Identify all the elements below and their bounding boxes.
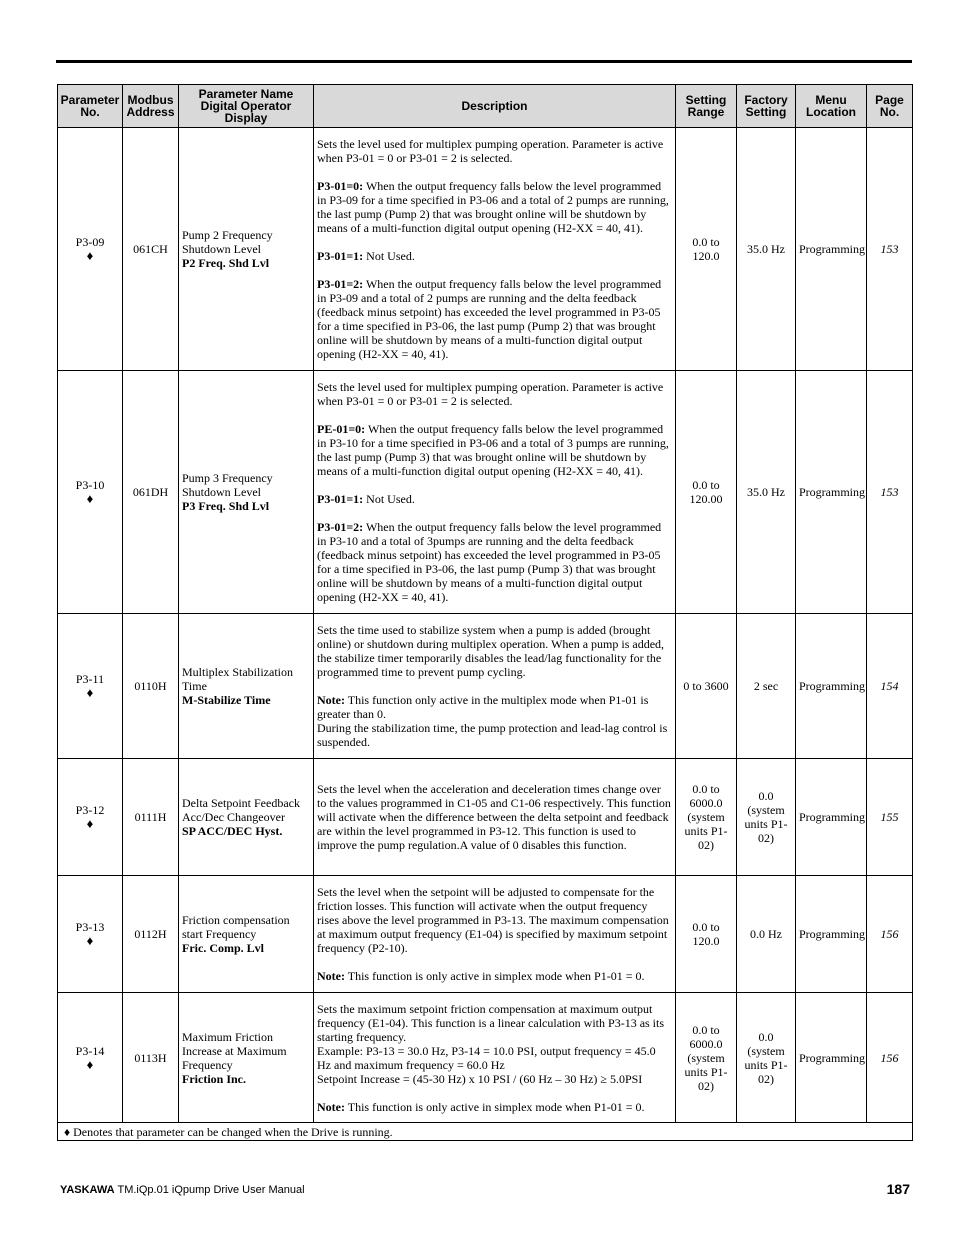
factory-setting: 0.0 Hz: [737, 876, 796, 993]
menu-location: Programming: [796, 759, 867, 876]
page-number: 187: [886, 1181, 910, 1197]
param-number: P3-09: [75, 235, 105, 249]
description-cell: [314, 614, 676, 759]
description-intro: Sets the level when the setpoint will be adjusted to compensate for the friction losses. This function will activate when the output frequency rises above the level programmed in P3-13. The maximum compensation at maximum output frequency (E1-04) is specified by maximum setpoint frequency (P2-10).: [317, 885, 669, 955]
menu-location: Programming: [796, 614, 867, 759]
param-name-line: Increase at Maximum: [182, 1043, 287, 1058]
param-name-line: Multiplex Stabilization: [182, 665, 293, 679]
factory-setting: 0.0 (system units P1-02): [737, 993, 796, 1123]
operator-display: Friction Inc.: [182, 1071, 246, 1086]
header-modbus: Modbus Address: [123, 85, 179, 128]
param-number: P3-12: [75, 803, 105, 817]
footer-manual-title: [60, 1184, 305, 1196]
page-link[interactable]: 156: [867, 876, 913, 993]
operator-display: M-Stabilize Time: [182, 693, 271, 707]
param-name-line: Shutdown Level: [182, 242, 261, 256]
setting-range: 0 to 3600: [676, 614, 737, 759]
description-example: Example: P3-13 = 30.0 Hz, P3-14 = 10.0 PSI, output frequency = 45.0 Hz and maximum frequency = 60.0 Hz: [317, 1043, 656, 1072]
param-name-line: Acc/Dec Changeover: [182, 810, 285, 824]
header-range: Setting Range: [676, 85, 737, 128]
param-name-line: Delta Setpoint Feedback: [182, 796, 300, 810]
menu-location: Programming: [796, 371, 867, 614]
description-cell: [314, 128, 676, 371]
param-name-line: Frequency: [182, 1057, 233, 1072]
setting-range: 0.0 to 6000.0 (system units P1-02): [676, 993, 737, 1123]
table-row: [58, 876, 913, 993]
page-link[interactable]: 153: [867, 128, 913, 371]
param-name-line: start Frequency: [182, 927, 257, 941]
param-name-line: Friction compensation: [182, 913, 290, 927]
operator-display: P2 Freq. Shd Lvl: [182, 256, 270, 270]
parameter-table: [57, 84, 913, 1141]
description-note: Note: This function is only active in simplex mode when P1-01 = 0.: [317, 969, 645, 983]
run-change-mark: ♦: [86, 685, 94, 700]
header-factory: Factory Setting: [737, 85, 796, 128]
description-cell: [314, 993, 676, 1123]
manual-title: TM.iQp.01 iQpump Drive User Manual: [117, 1184, 305, 1196]
param-cell: [58, 128, 123, 371]
footnote-row: [58, 1123, 913, 1141]
setting-range: 0.0 to 6000.0 (system units P1-02): [676, 759, 737, 876]
page-link[interactable]: 153: [867, 371, 913, 614]
setting-range: 0.0 to 120.0: [676, 876, 737, 993]
setting-range: 0.0 to 120.00: [676, 371, 737, 614]
description-cell: [314, 759, 676, 876]
param-name-cell: [179, 759, 314, 876]
modbus-address: 0110H: [123, 614, 179, 759]
modbus-address: 061DH: [123, 371, 179, 614]
run-change-mark: ♦: [86, 248, 94, 263]
description-intro: Sets the level used for multiplex pumping operation. Parameter is active when P3-01 = 0 or P3-01 = 2 is selected.: [317, 380, 664, 408]
param-name-cell: [179, 371, 314, 614]
param-name-line: Pump 2 Frequency: [182, 228, 273, 242]
modbus-address: 0112H: [123, 876, 179, 993]
param-name-cell: [179, 614, 314, 759]
run-change-mark: ♦: [86, 1056, 94, 1072]
description-note: Note: This function is only active in simplex mode when P1-01 = 0.: [317, 1099, 645, 1114]
table-row: [58, 759, 913, 876]
header-description: Description: [314, 85, 676, 128]
page-link[interactable]: 155: [867, 759, 913, 876]
run-change-mark: ♦: [86, 933, 94, 948]
menu-location: Programming: [796, 876, 867, 993]
param-number: P3-11: [75, 672, 105, 686]
description-intro: Sets the level when the acceleration and deceleration times change over to the values programmed in C1-05 and C1-06 respectively. This function will activate when the difference between the delta setpoint and feedback are within the level programmed in P3-12. This function is used to improve the pump regulation.A value of 0 disables this function.: [317, 782, 671, 852]
param-cell: [58, 876, 123, 993]
param-cell: [58, 371, 123, 614]
param-name-line: Shutdown Level: [182, 485, 261, 499]
param-cell: [58, 759, 123, 876]
run-change-mark: ♦: [86, 816, 94, 831]
modbus-address: 0111H: [123, 759, 179, 876]
run-change-mark: ♦: [86, 491, 94, 506]
description-setting-a: P3-01=0: When the output frequency falls below the level programmed in P3-09 for a time specified in P3-06 and a total of 2 pumps are running, the last pump (Pump 2) that was brought online will be shutdown by means of a multi-function digital output opening (H2-XX = 40, 41).: [317, 179, 669, 235]
param-number: P3-10: [75, 478, 105, 492]
header-page: Page No.: [867, 85, 913, 128]
description-intro: Sets the time used to stabilize system when a pump is added (brought online) or shutdown during multiplex operation. When a pump is added, the stabilize timer temporarily disables the lead/lag functionality for the programmed time to prevent pump cycling.: [317, 623, 665, 679]
description-note-extra: During the stabilization time, the pump protection and lead-lag control is suspended.: [317, 721, 668, 749]
modbus-address: 061CH: [123, 128, 179, 371]
table-row: [58, 371, 913, 614]
factory-setting: 2 sec: [737, 614, 796, 759]
top-rule: [56, 60, 912, 63]
footnote: ♦ Denotes that parameter can be changed when the Drive is running.: [58, 1123, 913, 1141]
header-name: Parameter Name Digital Operator Display: [179, 85, 314, 128]
param-name-cell: [179, 876, 314, 993]
description-intro: Sets the maximum setpoint friction compensation at maximum output frequency (E1-04). This function is a linear calculation with P3-13 as its starting frequency. Example: P3-13 = 30.0 Hz, P3-14 = 10.0 PSI, output frequency = 45.0 Hz and maximum frequency = 60.0 Hz Setpoint Increase = (45-30 Hz) x 10 PSI / (60 Hz – 30 Hz) ≥ 5.0PSI: [317, 1001, 665, 1086]
table-row: [58, 614, 913, 759]
page-link[interactable]: 156: [867, 993, 913, 1123]
description-formula: Setpoint Increase = (45-30 Hz) x 10 PSI / (60 Hz – 30 Hz) ≥ 5.0PSI: [317, 1071, 643, 1086]
description-cell: [314, 371, 676, 614]
menu-location: Programming: [796, 993, 867, 1123]
description-setting-c: P3-01=2: When the output frequency falls below the level programmed in P3-09 and a total of 2 pumps are running and the delta feedback (feedback minus setpoint) has exceeded the level programmed in P3-05 for a time specified in P3-06, the last pump (Pump 2) that was brought online will be shutdown by means of a multi-function digital output opening (H2-XX = 40, 41).: [317, 277, 662, 361]
description-setting-a: PE-01=0: When the output frequency falls below the level programmed in P3-10 for a time specified in P3-06 and a total of 3 pumps are running, the last pump (Pump 3) that was brought online will be shutdown by means of a multi-function digital output opening (H2-XX = 40, 41).: [317, 422, 669, 478]
modbus-address: 0113H: [123, 993, 179, 1123]
setting-range: 0.0 to 120.0: [676, 128, 737, 371]
table-row: [58, 993, 913, 1123]
menu-location: Programming: [796, 128, 867, 371]
param-number: P3-14: [75, 1043, 105, 1058]
operator-display: SP ACC/DEC Hyst.: [182, 824, 283, 838]
description-intro: Sets the level used for multiplex pumping operation. Parameter is active when P3-01 = 0 or P3-01 = 2 is selected.: [317, 137, 664, 165]
description-cell: [314, 876, 676, 993]
factory-setting: 0.0 (system units P1-02): [737, 759, 796, 876]
description-note: Note: This function only active in the multiplex mode when P1-01 is greater than 0. During the stabilization time, the pump protection and lead-lag control is suspended.: [317, 693, 668, 749]
header-menu: Menu Location: [796, 85, 867, 128]
page-link[interactable]: 154: [867, 614, 913, 759]
brand-name: YASKAWA: [60, 1184, 115, 1196]
operator-display: P3 Freq. Shd Lvl: [182, 499, 270, 513]
param-cell: [58, 993, 123, 1123]
factory-setting: 35.0 Hz: [737, 128, 796, 371]
param-name-line: Maximum Friction: [182, 1029, 273, 1044]
description-setting-b: P3-01=1: Not Used.: [317, 249, 415, 263]
param-cell: [58, 614, 123, 759]
header-param-no: Parameter No.: [58, 85, 123, 128]
param-number: P3-13: [75, 920, 105, 934]
description-setting-b: P3-01=1: Not Used.: [317, 492, 415, 506]
table-header-row: [58, 85, 913, 128]
description-setting-c: P3-01=2: When the output frequency falls below the level programmed in P3-10 and a total of 3pumps are running and the delta feedback (feedback minus setpoint) has exceeded the level programmed in P3-05 for a time specified in P3-06, the last pump (Pump 3) that was brought online will be shutdown by means of a multi-function digital output opening (H2-XX = 40, 41).: [317, 520, 662, 604]
param-name-line: Time: [182, 679, 207, 693]
param-name-line: Pump 3 Frequency: [182, 471, 273, 485]
param-name-cell: [179, 128, 314, 371]
factory-setting: 35.0 Hz: [737, 371, 796, 614]
param-name-cell: [179, 993, 314, 1123]
table-row: [58, 128, 913, 371]
operator-display: Fric. Comp. Lvl: [182, 941, 264, 955]
